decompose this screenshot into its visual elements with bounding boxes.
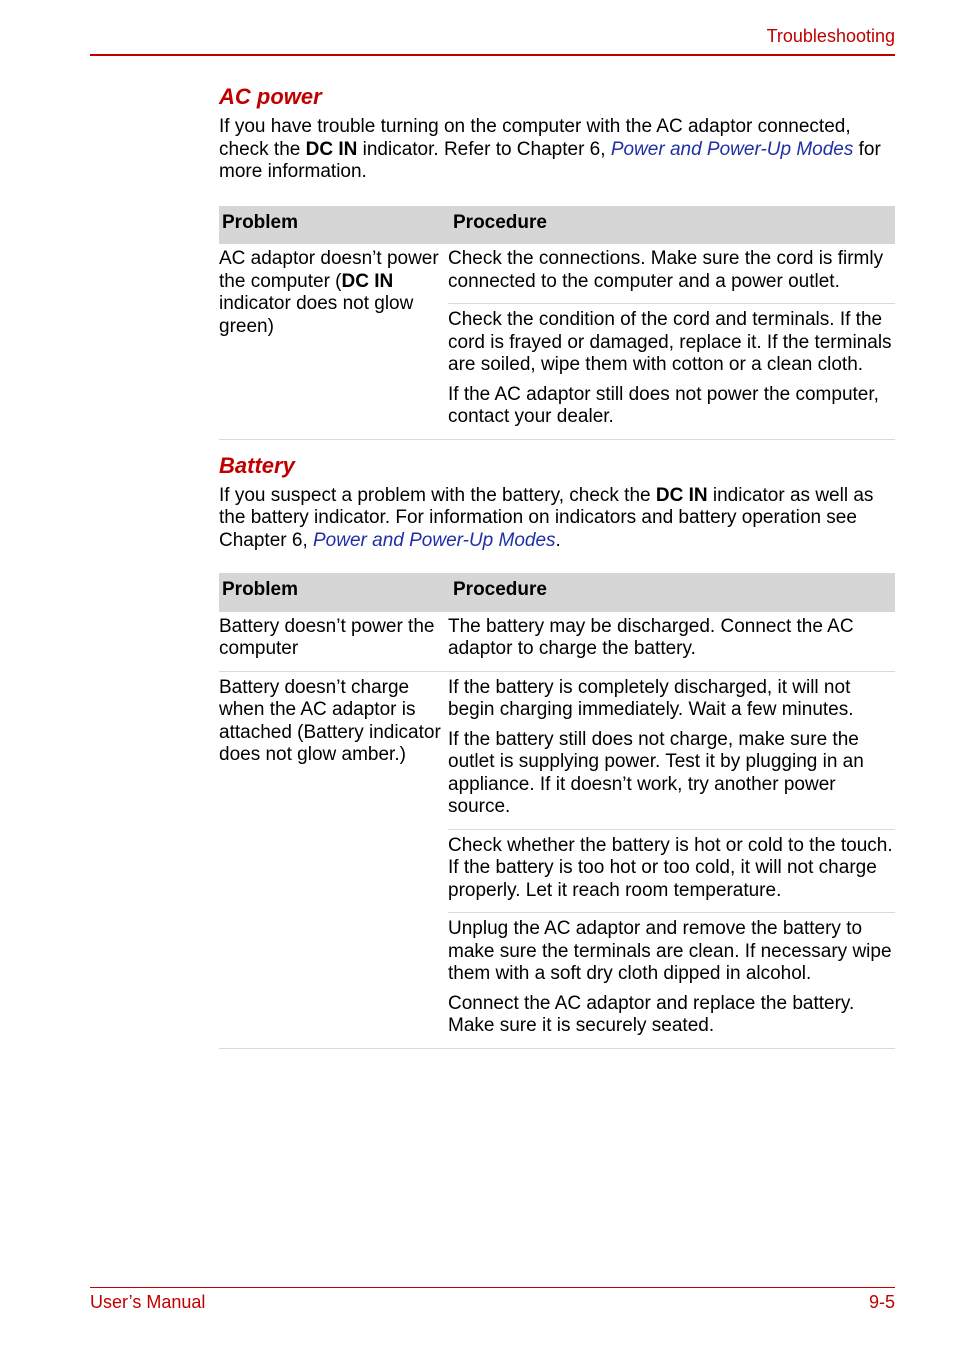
chapter-6-link[interactable]: Power and Power-Up Modes (313, 529, 556, 551)
procedure-text: If the battery still does not charge, make sure the outlet is supplying power. Test it by plugging in an appliance. If it doesn’t work, try another power source. (448, 728, 864, 817)
table-header-row (219, 573, 895, 612)
column-header-problem: Problem (219, 206, 448, 245)
procedure-cell (448, 913, 895, 1049)
problem-text: AC adaptor doesn’t power the computer ( (219, 248, 439, 292)
header-rule (90, 54, 895, 56)
intro-text: for more information. (219, 138, 881, 182)
column-header-procedure: Procedure (448, 573, 895, 612)
column-header-problem: Problem (219, 573, 448, 612)
procedure-text: The battery may be discharged. Connect the AC adaptor to charge the battery. (448, 615, 854, 659)
dc-in-term: DC IN (655, 484, 708, 506)
section-heading-ac-power: AC power (219, 84, 322, 109)
intro-text: If you suspect a problem with the battery, check the (219, 484, 656, 506)
procedure-text: Unplug the AC adaptor and remove the battery to make sure the terminals are clean. If necessary wipe them with a soft dry cloth dipped in alcohol. (448, 918, 892, 984)
intro-text: . (555, 529, 561, 551)
intro-text: If you have trouble turning on the computer with the AC adaptor connected, check the (219, 116, 851, 160)
dc-in-term: DC IN (305, 138, 358, 160)
problem-cell (219, 671, 448, 1048)
procedure-cell (448, 304, 895, 440)
table-row (219, 671, 895, 829)
ac-power-table (219, 206, 895, 440)
intro-text: indicator as well as the battery indicator. For information on indicators and battery operation see Chapter 6, (219, 484, 874, 551)
section-heading-battery: Battery (219, 452, 295, 478)
procedure-text: If the battery is completely discharged, it will not begin charging immediately. Wait a few minutes. (448, 676, 854, 720)
problem-text: indicator does not glow green) (219, 293, 414, 337)
procedure-text: If the AC adaptor still does not power the computer, contact your dealer. (448, 383, 879, 427)
page-number: 9-5 (868, 1292, 895, 1312)
procedure-cell (448, 612, 895, 672)
problem-cell (219, 612, 448, 672)
battery-intro (219, 485, 895, 553)
procedure-cell (448, 829, 895, 913)
running-head: Troubleshooting (766, 26, 895, 46)
battery-table (219, 573, 895, 1049)
procedure-cell (448, 244, 895, 304)
page-content (219, 82, 895, 1049)
procedure-text: Check the condition of the cord and terminals. If the cord is frayed or damaged, replace it. If the terminals are soiled, wipe them with cotton or a clean cloth. (448, 309, 892, 375)
procedure-cell (448, 671, 895, 829)
table-header-row (219, 206, 895, 245)
dc-in-term: DC IN (341, 270, 394, 292)
footer-rule (90, 1287, 895, 1288)
procedure-text: Check whether the battery is hot or cold to the touch. If the battery is too hot or too cold, it will not charge properly. Let it reach room temperature. (448, 834, 893, 901)
table-row (219, 612, 895, 672)
problem-cell (219, 244, 448, 439)
chapter-6-link[interactable]: Power and Power-Up Modes (610, 138, 854, 160)
procedure-text: Connect the AC adaptor and replace the battery. Make sure it is securely seated. (448, 992, 855, 1036)
intro-text: indicator. Refer to Chapter 6, (357, 138, 611, 160)
problem-text: Battery doesn’t charge when the AC adaptor is attached (Battery indicator does not glow amber.) (219, 676, 441, 765)
problem-text: Battery doesn’t power the computer (219, 615, 435, 659)
procedure-text: Check the connections. Make sure the cord is firmly connected to the computer and a power outlet. (448, 248, 884, 292)
column-header-procedure: Procedure (448, 206, 895, 245)
table-row (219, 244, 895, 304)
footer-manual-title: User’s Manual (90, 1292, 206, 1312)
ac-power-intro (219, 116, 895, 184)
